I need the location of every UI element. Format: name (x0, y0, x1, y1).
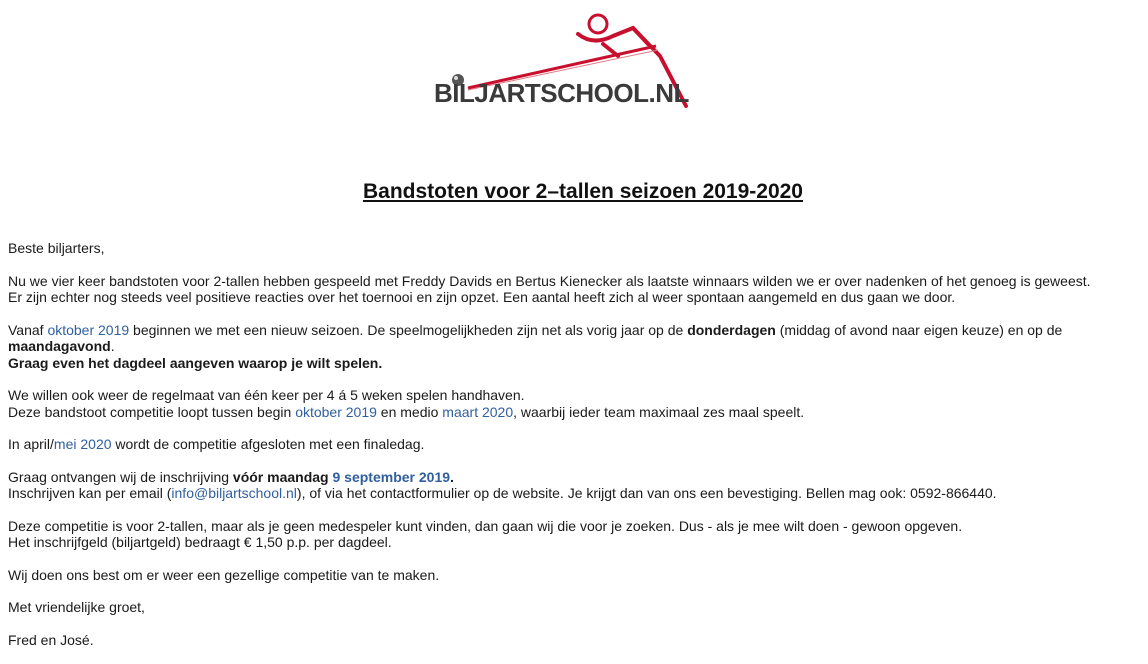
letter-body (8, 240, 1146, 664)
paragraph-fee (8, 518, 1146, 551)
signature: Fred en José. (8, 631, 94, 648)
date-link[interactable]: oktober 2019 (295, 403, 377, 420)
logo-text: BILJARTSCHOOL.NL (434, 78, 689, 108)
bold-instruction: Graag even het dagdeel aangeven waarop je wilt spelen. (8, 354, 383, 371)
page-title: Bandstoten voor 2–tallen seizoen 2019-2020 (362, 180, 803, 203)
text: (middag of avond naar eigen keuze) en op de (775, 321, 1063, 338)
closing: Met vriendelijke groet, (8, 599, 145, 615)
date-link[interactable]: mei 2020 (53, 436, 112, 452)
date-link[interactable]: oktober 2019 (47, 321, 130, 338)
intro-line-1: Nu we vier keer bandstoten voor 2-tallen hebben gespeeld met Freddy Davids en Bertus Kienecker als laatste winnaars wilden we er over nadenken of het genoeg is geweest. (8, 272, 1091, 289)
text: Inschrijven kan per email ( (8, 485, 172, 501)
text: Deze bandstoot competitie loopt tussen begin (8, 403, 296, 420)
text: beginnen we met een nieuw seizoen. De speelmogelijkheden zijn net als vorig jaar op de (129, 321, 688, 338)
date-link[interactable]: 9 september 2019 (332, 468, 451, 485)
greeting: Beste biljarters, (8, 240, 105, 256)
biljartschool-logo (428, 6, 738, 112)
text: wordt de competitie afgesloten met een finaledag. (111, 436, 425, 452)
text: In april/ (8, 436, 54, 452)
bold-text: maandagavond (8, 338, 111, 354)
text: Vanaf (8, 321, 48, 338)
date-link[interactable]: maart 2020 (442, 403, 514, 420)
paragraph-final (8, 436, 1146, 453)
paragraph-registration (8, 469, 1146, 502)
paragraph-intro (8, 273, 1146, 306)
fee-line-1: Deze competitie is voor 2-tallen, maar als je geen medespeler kunt vinden, dan gaan wij die voor je zoeken. Dus - als je mee wilt doen - gewoon opgeven. (8, 517, 963, 534)
text: , waarbij ieder team maximaal zes maal speelt. (513, 403, 805, 420)
text: . (110, 338, 115, 354)
bold-text: . (450, 468, 454, 485)
fee-line-2: Het inschrijfgeld (biljartgeld) bedraagt € 1,50 p.p. per dagdeel. (8, 534, 392, 550)
schedule-line-1: We willen ook weer de regelmaat van één keer per 4 á 5 weken spelen handhaven. (8, 387, 525, 403)
text: Graag ontvangen wij de inschrijving (8, 468, 233, 485)
paragraph-schedule (8, 387, 1146, 420)
paragraph-closing-remark: Wij doen ons best om er weer een gezellige competitie van te maken. (8, 566, 440, 583)
bold-text: donderdagen (687, 321, 776, 338)
text: ), of via het contactformulier op de website. Je krijgt dan van ons een bevestiging. Bellen mag ook: 0592-866440. (296, 485, 997, 501)
text: en medio (376, 403, 443, 420)
bold-text: vóór maandag (232, 468, 333, 485)
intro-line-2: Er zijn echter nog steeds veel positieve reacties over het toernooi en zijn opzet. Een aantal heeft zich al weer spontaan aangemeld en dus gaan we door. (8, 289, 956, 305)
paragraph-season (8, 322, 1146, 372)
email-link[interactable]: info@biljartschool.nl (171, 485, 297, 501)
